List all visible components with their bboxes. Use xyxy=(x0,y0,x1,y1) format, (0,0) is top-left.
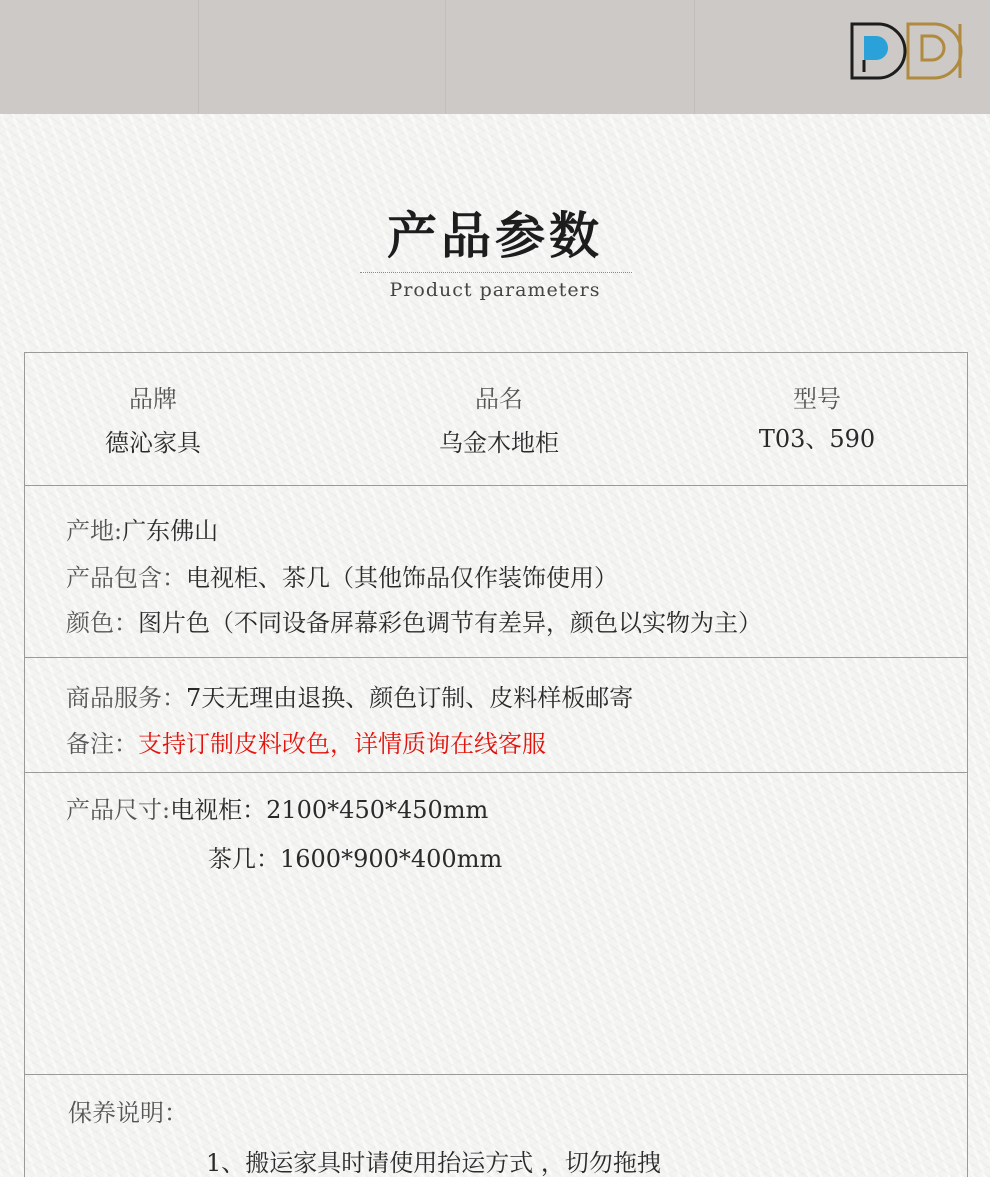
size-tv-value: 电视柜：2100*450*450mm xyxy=(170,796,489,824)
includes-value: 电视柜、茶几（其他饰品仅作装饰使用） xyxy=(186,564,618,592)
banner-divider xyxy=(694,0,695,114)
product-name-value: 乌金木地柜 xyxy=(439,429,559,457)
includes-label: 产品包含： xyxy=(66,564,186,592)
color-value: 图片色（不同设备屏幕彩色调节有差异，颜色以实物为主） xyxy=(138,609,762,637)
care-item: 1、搬运家具时请使用抬运方式 ，切勿拖拽 xyxy=(206,1149,661,1177)
row-divider xyxy=(25,1074,967,1075)
brand-value: 德沁家具 xyxy=(105,429,201,457)
row-divider xyxy=(25,485,967,486)
origin-line xyxy=(66,511,218,546)
page-subtitle: Product parameters xyxy=(389,279,601,301)
brand-label: 品牌 xyxy=(129,385,177,413)
product-name-label: 品名 xyxy=(475,385,523,413)
banner-divider xyxy=(198,0,199,114)
note-label: 备注： xyxy=(66,730,138,758)
size-table-value: 茶几：1600*900*400mm xyxy=(208,845,503,873)
service-value: 7天无理由退换、颜色订制、皮料样板邮寄 xyxy=(186,684,634,712)
spec-table xyxy=(24,352,968,1177)
color-label: 颜色： xyxy=(66,609,138,637)
model-label: 型号 xyxy=(793,385,841,413)
note-line xyxy=(66,724,546,759)
top-banner xyxy=(0,0,990,114)
dp-logo-icon xyxy=(850,22,964,80)
color-line xyxy=(66,603,762,638)
row-divider xyxy=(25,657,967,658)
origin-value: 广东佛山 xyxy=(122,517,219,545)
banner-divider xyxy=(445,0,446,114)
model-value: T03、590 xyxy=(758,425,876,453)
service-line xyxy=(66,678,633,713)
service-label: 商品服务： xyxy=(66,684,186,712)
row-divider xyxy=(25,772,967,773)
note-value: 支持订制皮料改色，详情质询在线客服 xyxy=(138,730,546,758)
includes-line xyxy=(66,558,618,593)
title-divider xyxy=(360,272,632,273)
page-title: 产品参数 xyxy=(387,207,603,265)
origin-label: 产地: xyxy=(66,517,123,545)
size-label: 产品尺寸: xyxy=(66,796,171,824)
size-line-tv xyxy=(66,790,488,825)
care-label: 保养说明： xyxy=(68,1099,188,1127)
